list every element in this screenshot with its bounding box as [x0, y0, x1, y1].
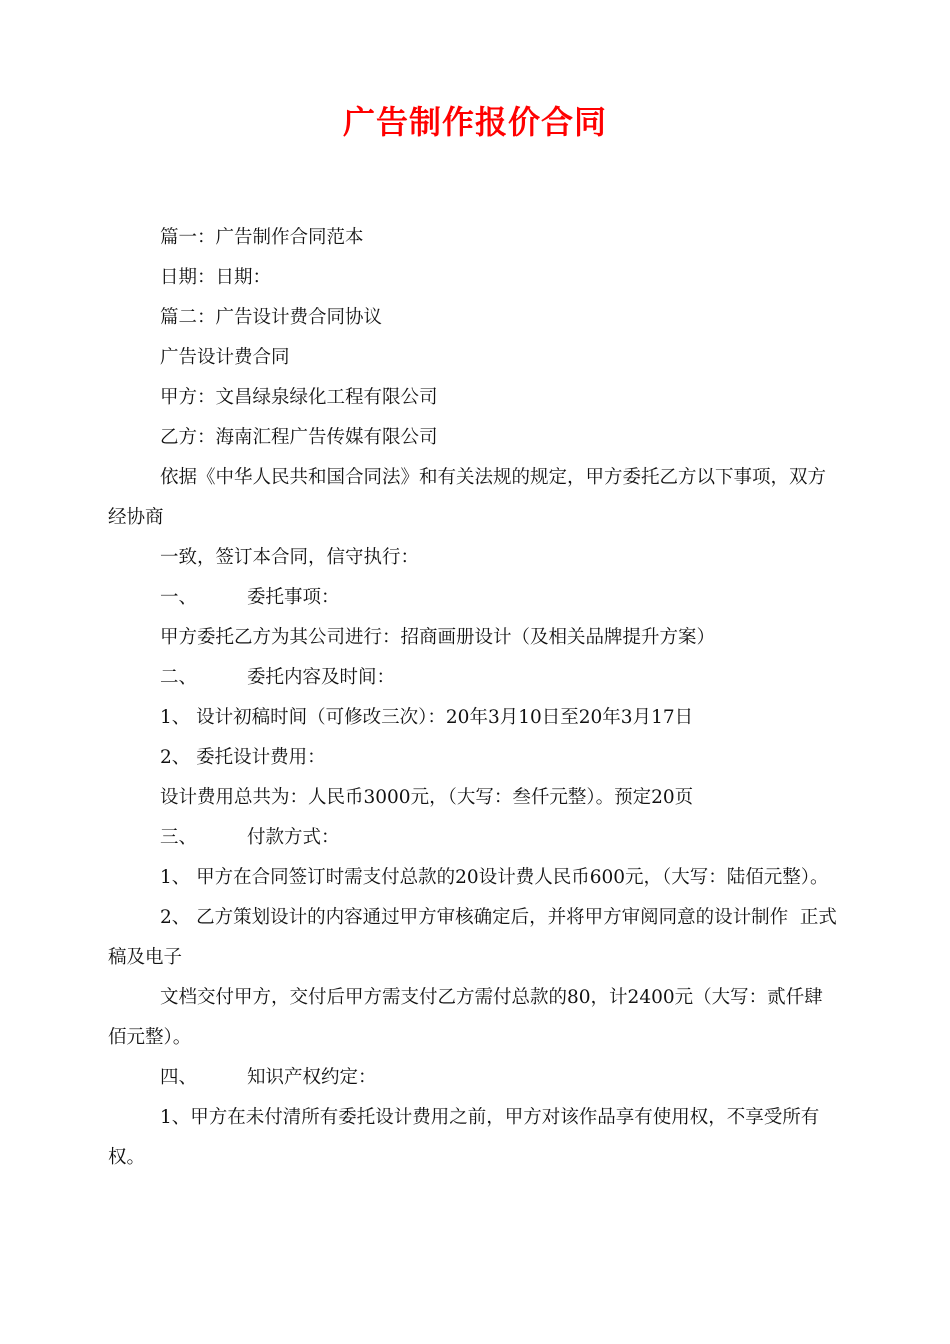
paragraph-date: 日期：日期： — [160, 267, 272, 288]
paragraph-fee-total: 设计费用总共为：人民币3000元，（大写：叁仟元整）。预定20页 — [160, 787, 694, 808]
paragraph-part-two: 篇二：广告设计费合同协议 — [160, 307, 383, 328]
paragraph-payment-delivery: 文档交付甲方，交付后甲方需支付乙方需付总款的80，计2400元（大写：贰仟肆佰元整）。 — [108, 987, 823, 1048]
paragraph-agreement: 一致，签订本合同，信守执行： — [160, 547, 420, 568]
paragraph-party-a: 甲方：文昌绿泉绿化工程有限公司 — [160, 387, 438, 408]
paragraph-party-b: 乙方：海南汇程广告传媒有限公司 — [160, 427, 438, 448]
paragraph-commission-detail: 甲方委托乙方为其公司进行：招商画册设计（及相关品牌提升方案） — [160, 627, 716, 648]
section-heading-payment — [108, 818, 840, 858]
paragraph-draft-time: 1、 设计初稿时间（可修改三次）：20年3月10日至20年3月17日 — [160, 707, 694, 728]
paragraph-contract-name: 广告设计费合同 — [160, 347, 290, 368]
section-title: 知识产权约定： — [247, 1067, 377, 1088]
paragraph-part-one: 篇一：广告制作合同范本 — [160, 227, 364, 248]
section-title: 委托内容及时间： — [247, 667, 396, 688]
section-heading-commission — [108, 578, 840, 618]
section-number: 三、 — [160, 827, 198, 848]
paragraph-ip-rights: 1、甲方在未付清所有委托设计费用之前，甲方对该作品享有使用权，不享受所有权。 — [108, 1107, 820, 1168]
section-number: 二、 — [160, 667, 198, 688]
paragraph-payment-first: 1、 甲方在合同签订时需支付总款的20设计费人民币600元，（大写：陆佰元整）。 — [160, 867, 829, 888]
section-number: 一、 — [160, 587, 198, 608]
paragraph-design-fee: 2、 委托设计费用： — [160, 747, 326, 768]
section-number: 四、 — [160, 1067, 198, 1088]
document-title: 广告制作报价合同 — [342, 103, 607, 141]
section-heading-ip — [108, 1058, 840, 1098]
section-heading-content-time — [108, 658, 840, 698]
paragraph-payment-second: 2、 乙方策划设计的内容通过甲方审核确定后，并将甲方审阅同意的设计制作 正式稿及电子 — [108, 907, 837, 968]
document-body — [108, 218, 840, 1178]
paragraph-legal-basis: 依据《中华人民共和国合同法》和有关法规的规定，甲方委托乙方以下事项，双方经协商 — [108, 467, 827, 528]
section-title: 委托事项： — [247, 587, 340, 608]
section-title: 付款方式： — [247, 827, 340, 848]
